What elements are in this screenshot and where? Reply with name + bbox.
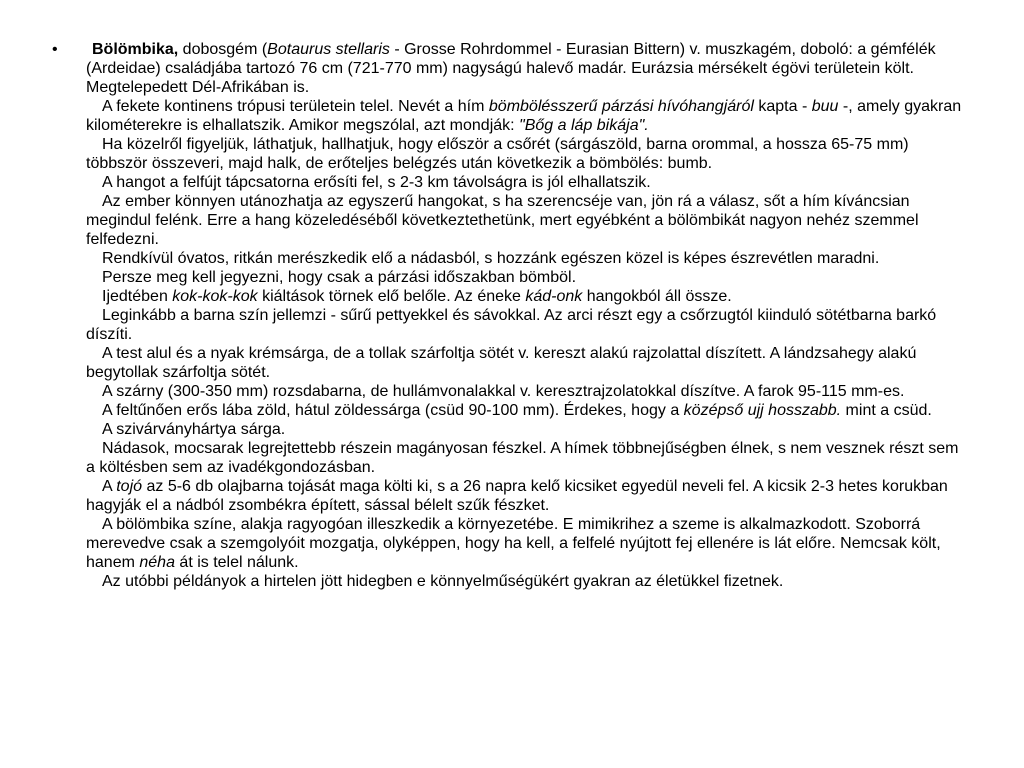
paragraph-4-segment-0: Az ember könnyen utánozhatja az egyszerű hangokat, s ha szerencséje van, jön rá a válasz, sőt a hím kíváncsian megindul felénk. Erre a hang közeledéséből következtethetünk, mert egyébként a bölömbikát nagyon nehéz szemmel felfedezni. xyxy=(86,193,919,248)
paragraph-1-segment-0: A fekete kontinens trópusi területein telel. Nevét a hím xyxy=(102,98,489,115)
paragraph-7-segment-2: kiáltások törnek elő belőle. Az éneke xyxy=(257,288,526,305)
paragraph-15-segment-0: A bölömbika színe, alakja ragyogóan illeszkedik a környezetébe. E mimikrihez a szeme is alkalmazkodott. Szoborrá merevedve csak a szemgolyóit mozgatja, olyképpen, hogy ha kell, a felfelé nyújtott fej ellenére is lát előre. Nemcsak költ, hanem xyxy=(86,516,941,571)
paragraph-7-segment-1: kok-kok-kok xyxy=(172,288,258,305)
paragraph-7-segment-0: Ijedtében xyxy=(102,288,173,305)
paragraph-1-segment-2: kapta - xyxy=(753,98,812,115)
paragraph-1 xyxy=(86,97,966,135)
paragraph-7-segment-3: kád-onk xyxy=(525,288,583,305)
paragraph-11 xyxy=(86,401,966,420)
paragraph-3-segment-0: A hangot a felfújt tápcsatorna erősíti fel, s 2-3 km távolságra is jól elhallatszik. xyxy=(102,174,651,191)
paragraph-0-segment-1: dobosgém ( xyxy=(178,41,268,58)
paragraph-14-segment-1: tojó xyxy=(116,478,143,495)
paragraph-4 xyxy=(86,192,966,249)
paragraph-2 xyxy=(86,135,966,173)
paragraph-11-segment-0: A feltűnően erős lába zöld, hátul zöldessárga (csüd 90-100 mm). Érdekes, hogy a xyxy=(102,402,684,419)
paragraph-13-segment-0: Nádasok, mocsarak legrejtettebb részein magányosan fészkel. A hímek többnejűségben élnek, s nem vesznek részt sem a költésben sem az ivadékgondozásban. xyxy=(86,440,959,476)
paragraph-11-segment-1: középső ujj hosszabb. xyxy=(683,402,842,419)
paragraph-5-segment-0: Rendkívül óvatos, ritkán merészkedik elő a nádasból, s hozzánk egészen közel is képes észrevétlen maradni. xyxy=(102,250,880,267)
paragraph-14-segment-0: A xyxy=(102,478,117,495)
paragraph-14-segment-2: az 5-6 db olajbarna tojását maga költi ki, s a 26 napra kelő kicsiket egyedül neveli fel. A kicsik 2-3 hetes korukban hagyják el a nádból zsombékra épített, sással bélelt szűk fészket. xyxy=(86,478,948,514)
paragraph-16 xyxy=(86,572,966,591)
paragraph-0-segment-0: Bölömbika, xyxy=(92,41,179,58)
paragraph-10-segment-0: A szárny (300-350 mm) rozsdabarna, de hullámvonalakkal v. keresztrajzolatokkal díszítve. A farok 95-115 mm-es. xyxy=(102,383,905,400)
paragraph-9-segment-0: A test alul és a nyak krémsárga, de a tollak szárfoltja sötét v. kereszt alakú rajzolattal díszített. A lándzsahegy alakú begytollak szárfoltja sötét. xyxy=(86,345,917,381)
paragraph-1-segment-5: "Bőg a láp bikája". xyxy=(519,117,649,134)
paragraph-intro xyxy=(86,40,966,97)
paragraph-8 xyxy=(86,306,966,344)
paragraph-2-segment-0: Ha közelről figyeljük, láthatjuk, hallhatjuk, hogy először a csőrét (sárgászöld, barna orommal, a hossza 65-75 mm) többször összeveri, majd halk, de erőteljes belégzés után következik a bömbölés: bumb. xyxy=(86,136,909,172)
paragraph-6-segment-0: Persze meg kell jegyezni, hogy csak a párzási időszakban bömböl. xyxy=(102,269,577,286)
paragraph-1-segment-3: buu xyxy=(811,98,839,115)
paragraph-12 xyxy=(86,420,966,439)
paragraph-15 xyxy=(86,515,966,572)
paragraph-1-segment-1: bömbölésszerű párzási hívóhangjáról xyxy=(488,98,754,115)
paragraph-7-segment-4: hangokból áll össze. xyxy=(582,288,732,305)
paragraph-7 xyxy=(86,287,966,306)
paragraph-6 xyxy=(86,268,966,287)
article-text xyxy=(86,40,966,591)
paragraph-8-segment-0: Leginkább a barna szín jellemzi - sűrű pettyekkel és sávokkal. Az arci részt egy a csőrzugtól kiinduló sötétbarna barkó díszíti. xyxy=(86,307,937,343)
paragraph-9 xyxy=(86,344,966,382)
paragraph-11-segment-2: mint a csüd. xyxy=(841,402,932,419)
paragraph-0-segment-2: Botaurus stellaris xyxy=(267,41,390,58)
bullet-marker: • xyxy=(52,41,58,58)
paragraph-15-segment-2: át is telel nálunk. xyxy=(174,554,299,571)
paragraph-13 xyxy=(86,439,966,477)
paragraph-5 xyxy=(86,249,966,268)
paragraph-10 xyxy=(86,382,966,401)
paragraph-0-segment-3: - Grosse Rohrdommel - Eurasian Bittern) v. muszkagém, doboló: a gémfélék (Ardeidae) családjába tartozó 76 cm (721-770 mm) nagyságú halevő madár. Eurázsia mérsékelt égövi területein költ. Megtelepedett Dél-Afrikában is. xyxy=(86,41,936,96)
paragraph-14 xyxy=(86,477,966,515)
paragraph-1-segment-4: -, amely gyakran kilométerekre is elhallatszik. Amikor megszólal, azt mondják: xyxy=(86,98,962,134)
paragraph-16-segment-0: Az utóbbi példányok a hirtelen jött hidegben e könnyelműségükért gyakran az életükkel fizetnek. xyxy=(102,573,784,590)
paragraph-3 xyxy=(86,173,966,192)
paragraph-12-segment-0: A szivárványhártya sárga. xyxy=(102,421,286,438)
paragraph-15-segment-1: néha xyxy=(139,554,175,571)
